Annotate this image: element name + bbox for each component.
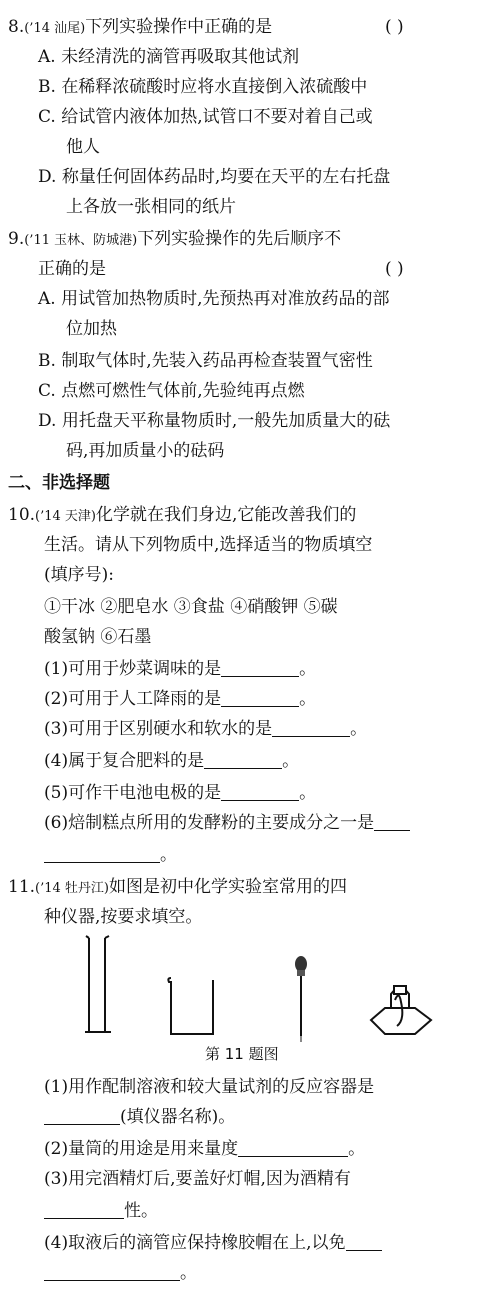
answer-blank[interactable]	[221, 658, 299, 677]
item-end: 。	[299, 783, 317, 803]
item-text: 量筒的用途是用来量度	[68, 1139, 239, 1159]
q9-stem-line2: 正确的是	[38, 259, 106, 279]
option-text: 用试管加热物质时,先预热再对准放药品的部	[61, 289, 390, 309]
item-end: 。	[180, 1263, 197, 1283]
q8-stem-line	[8, 12, 272, 44]
figure-caption: 第 11 题图	[205, 1045, 279, 1063]
option-letter: B.	[38, 77, 56, 97]
q9-number: 9.	[8, 229, 25, 249]
item-text: 焙制糕点所用的发酵粉的主要成分之一是	[68, 813, 375, 833]
q10-item-2	[44, 684, 316, 714]
q9-option-a-cont: 位加热	[66, 319, 117, 339]
item-number: (3)	[44, 719, 69, 739]
item-number: (4)	[44, 751, 69, 771]
option-letter: D.	[38, 167, 57, 187]
q10-item-4	[44, 746, 299, 776]
alcohol-lamp-icon	[371, 986, 431, 1034]
beaker-icon	[168, 978, 213, 1034]
q10-source: (’14 天津)	[35, 509, 96, 524]
q8-option-b	[38, 72, 367, 102]
option-letter: B.	[38, 351, 56, 371]
item-end: 。	[282, 751, 300, 771]
answer-blank[interactable]	[374, 812, 410, 831]
q11-item-4-cont	[44, 1258, 197, 1288]
q11-item-3-cont	[44, 1196, 158, 1226]
option-letter: C.	[38, 381, 56, 401]
item-number: (2)	[44, 1139, 69, 1159]
item-text: 用完酒精灯后,要盖好灯帽,因为酒精有	[68, 1169, 351, 1189]
item-text: 可用于人工降雨的是	[68, 689, 222, 709]
item-number: (5)	[44, 783, 69, 803]
answer-blank[interactable]	[44, 1262, 180, 1281]
item-number: (4)	[44, 1233, 69, 1253]
q10-item-6	[44, 808, 410, 838]
q10-stem-line2: 生活。请从下列物质中,选择适当的物质填空	[44, 535, 373, 555]
dropper-icon	[295, 956, 307, 1042]
q10-number: 10.	[8, 505, 36, 525]
answer-blank[interactable]	[44, 844, 160, 863]
q8-stem: 下列实验操作中正确的是	[85, 17, 273, 37]
item-text: 可用于炒菜调味的是	[68, 659, 222, 679]
apparatus-figure	[75, 930, 435, 1044]
q11-number: 11.	[8, 877, 36, 897]
q8-option-c	[38, 102, 373, 132]
item-number: (3)	[44, 1169, 69, 1189]
section-heading: 二、非选择题	[8, 473, 110, 493]
q9-stem-line	[8, 224, 341, 256]
item-number: (1)	[44, 659, 69, 679]
q8-answer-paren: ( )	[385, 17, 404, 37]
option-text: 点燃可燃性气体前,先验纯再点燃	[61, 381, 305, 401]
answer-blank[interactable]	[238, 1138, 348, 1157]
q11-item-1	[44, 1072, 374, 1102]
q10-substances-line1: ①干冰 ②肥皂水 ③食盐 ④硝酸钾 ⑤碳	[44, 597, 338, 617]
q9-option-d	[38, 406, 390, 436]
item-text: 用作配制溶液和较大量试剂的反应容器是	[68, 1077, 375, 1097]
q9-option-c	[38, 376, 305, 406]
q10-stem: 化学就在我们身边,它能改善我们的	[96, 505, 357, 525]
q8-option-d	[38, 162, 390, 192]
q11-item-4	[44, 1228, 382, 1258]
q8-number: 8.	[8, 17, 25, 37]
option-text: 未经清洗的滴管再吸取其他试剂	[61, 47, 300, 67]
answer-blank[interactable]	[221, 782, 299, 801]
apparatus-svg	[75, 930, 435, 1044]
q9-source: (’11 玉林、防城港)	[24, 233, 138, 248]
answer-blank[interactable]	[204, 750, 282, 769]
item-number: (6)	[44, 813, 69, 833]
item-end: 。	[299, 659, 317, 679]
answer-blank[interactable]	[221, 688, 299, 707]
item-end: 。	[160, 845, 177, 865]
q8-option-d-cont: 上各放一张相同的纸片	[66, 197, 236, 217]
q8-source: (’14 汕尾)	[24, 21, 86, 36]
item-number: (1)	[44, 1077, 69, 1097]
item-text: 可用于区别硬水和软水的是	[68, 719, 273, 739]
q11-source: (’14 牡丹江)	[35, 881, 109, 896]
item-end: 。	[348, 1139, 366, 1159]
q11-item-3	[44, 1164, 351, 1194]
q10-substances-line2: 酸氢钠 ⑥石墨	[44, 627, 152, 647]
q11-stem-line	[8, 872, 347, 904]
item-after: 性。	[124, 1201, 158, 1221]
q11-item-1-cont	[44, 1102, 235, 1132]
q10-item-1	[44, 654, 316, 684]
item-number: (2)	[44, 689, 69, 709]
answer-blank[interactable]	[44, 1200, 124, 1219]
option-text: 用托盘天平称量物质时,一般先加质量大的砝	[61, 411, 391, 431]
q11-item-2	[44, 1134, 365, 1164]
q11-stem: 如图是初中化学实验室常用的四	[109, 877, 347, 897]
q9-answer-paren: ( )	[385, 259, 404, 279]
item-end: 。	[299, 689, 317, 709]
answer-blank[interactable]	[44, 1106, 120, 1125]
q8-option-c-cont: 他人	[66, 137, 100, 157]
q8-option-a	[38, 42, 299, 72]
q10-item-3	[44, 714, 367, 744]
option-letter: A.	[38, 289, 56, 309]
q10-item-5	[44, 778, 316, 808]
option-text: 制取气体时,先装入药品再检查装置气密性	[61, 351, 373, 371]
item-text: 可作干电池电极的是	[68, 783, 222, 803]
answer-blank[interactable]	[272, 718, 350, 737]
option-text: 在稀释浓硫酸时应将水直接倒入浓硫酸中	[61, 77, 368, 97]
item-end: 。	[350, 719, 368, 739]
option-letter: D.	[38, 411, 57, 431]
q10-stem-line	[8, 500, 356, 532]
item-text: 取液后的滴管应保持橡胶帽在上,以免	[68, 1233, 346, 1253]
q10-item-6-cont	[44, 840, 177, 870]
q9-stem: 下列实验操作的先后顺序不	[137, 229, 342, 249]
item-text: 属于复合肥料的是	[68, 751, 205, 771]
graduated-cylinder-icon	[85, 936, 111, 1032]
q9-option-b	[38, 346, 373, 376]
option-letter: C.	[38, 107, 56, 127]
q11-stem-line2: 种仪器,按要求填空。	[44, 907, 203, 927]
option-text: 给试管内液体加热,试管口不要对着自己或	[61, 107, 373, 127]
option-letter: A.	[38, 47, 56, 67]
q9-option-a	[38, 284, 390, 314]
item-after: (填仪器名称)。	[120, 1107, 236, 1127]
q10-stem-line3: (填序号):	[44, 565, 114, 585]
option-text: 称量任何固体药品时,均要在天平的左右托盘	[61, 167, 391, 187]
q9-option-d-cont: 码,再加质量小的砝码	[66, 441, 225, 461]
answer-blank[interactable]	[346, 1232, 382, 1251]
